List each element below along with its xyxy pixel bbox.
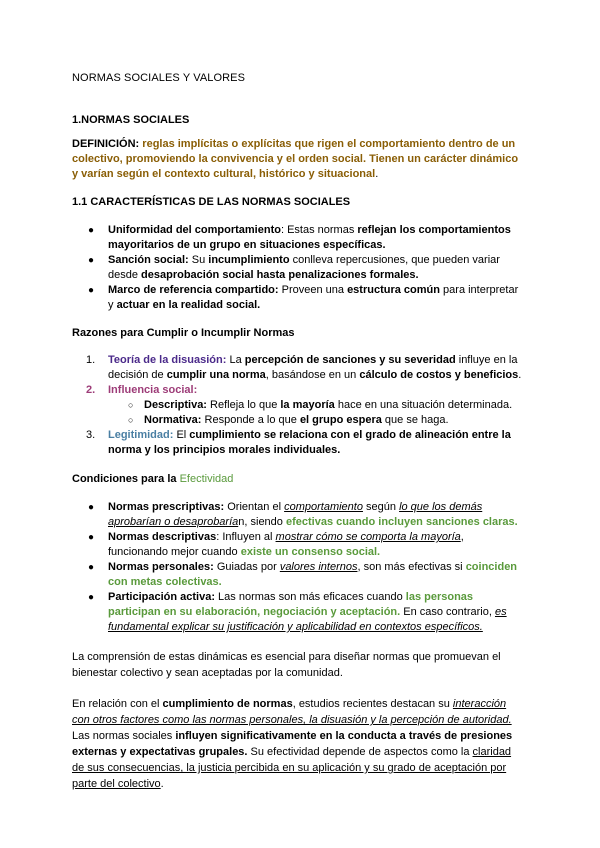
definition-paragraph: DEFINICIÓN: reglas implícitas o explícitas que rigen el comportamiento dentro de un colectivo, promoviendo la convivencia y el orden social. Tienen un carácter dinámico y varían según el contexto cultural, histórico y situacional. [72,138,519,180]
section-heading-razones: Razones para Cumplir o Incumplir Normas [72,327,295,339]
circle-bullet-icon: ○ [128,400,134,410]
razones-list: 1. Teoría de la disuasión: La percepción de sanciones y su severidad influye en la decisión de cumplir una norma, basándose en un cálculo de costos y beneficios. 2. Influencia social: ○ Descriptiva: Refleja lo que la mayoría hace en una situación determinada. ○ Normativa: Responde a lo que el grupo espera que se haga. 3. Legitimidad: El cumplimiento se relaciona con el grado de alineación entre la norma y los principios morales individuales. [72,353,540,458]
list-item: ● Normas prescriptivas: Orientan el comportamiento según lo que los demás [88,501,483,513]
list-item: ● Uniformidad del comportamiento: Estas normas reflejan los comportamientos [88,224,511,236]
list-item: 3. Legitimidad: El cumplimiento se relaciona con el grado de alineación entre la [86,429,511,441]
list-item: 2. Influencia social: [86,384,198,396]
document-title: NORMAS SOCIALES Y VALORES [72,72,246,84]
section-heading-condiciones: Condiciones para la Efectividad [72,473,234,485]
bullet-icon: ● [88,502,95,513]
sub-list-item: ○ Normativa: Responde a lo que el grupo espera que se haga. [128,414,449,426]
bullet-icon: ● [88,255,95,266]
bullet-icon: ● [88,225,95,236]
paragraph-cumplimiento: En relación con el cumplimiento de normas, estudios recientes destacan su interacción con otros factores como las normas personales, la disuasión y la percepción de autoridad. Las normas sociales influyen significativamente en la conducta a través de presiones externas y expectativas grupales. Su efectividad depende de aspectos como la claridad de sus consecuencias, la justicia percibida en su aplicación y su grado de aceptación por parte del colectivo. [72,698,513,790]
list-item: ● Marco de referencia compartido: Proveen una estructura común para interpretar [88,284,519,296]
paragraph-comprension: La comprensión de estas dinámicas es esencial para diseñar normas que promuevan el bienestar colectivo y sean aceptadas por la comunidad. [72,651,501,679]
circle-bullet-icon: ○ [128,415,134,425]
section-heading-normas-sociales: 1.NORMAS SOCIALES [72,114,190,126]
bullet-icon: ● [88,285,95,296]
list-item: ● Normas personales: Guiadas por valores internos, son más efectivas si coinciden [88,561,518,573]
section-heading-caracteristicas: 1.1 CARACTERÍSTICAS DE LAS NORMAS SOCIALES [72,196,351,208]
bullet-icon: ● [88,592,95,603]
list-item: 1. Teoría de la disuasión: La percepción de sanciones y su severidad influye en la [86,354,518,366]
bullet-icon: ● [88,532,95,543]
definition-label: DEFINICIÓN: [72,138,140,150]
list-item: ● Sanción social: Su incumplimiento conlleva repercusiones, que pueden variar [88,254,500,266]
bullet-icon: ● [88,562,95,573]
list-item: ● Participación activa: Las normas son más eficaces cuando las personas [88,591,474,603]
condiciones-list: ● Normas prescriptivas: Orientan el comportamiento según lo que los demás aprobarían o desaprobarían, siendo efectivas cuando incluyen sanciones claras. ● Normas descriptivas: Influyen al mostrar cómo se comporta la mayoría, funcionando mejor cuando existe un consenso social. ● Normas personales: Guiadas por valores internos, son más efectivas si coinciden con metas colectivas. ● Participación activa: Las normas son más eficaces cuando las personas participan en su elaboración, negociación y aceptación. En caso contrario, es fundamental explicar su justificación y aplicabilidad en contextos específicos. [72,500,540,635]
caracteristicas-list: ● Uniformidad del comportamiento: Estas normas reflejan los comportamientos mayoritarios de un grupo en situaciones específicas. ● Sanción social: Su incumplimiento conlleva repercusiones, que pueden variar desde desaprobación social hasta penalizaciones formales. ● Marco de referencia compartido: Proveen una estructura común para interpretar y actuar en la realidad social. [72,223,540,313]
sub-list-item: ○ Descriptiva: Refleja lo que la mayoría hace en una situación determinada. [128,399,513,411]
list-item: ● Normas descriptivas: Influyen al mostrar cómo se comporta la mayoría, [88,531,464,543]
